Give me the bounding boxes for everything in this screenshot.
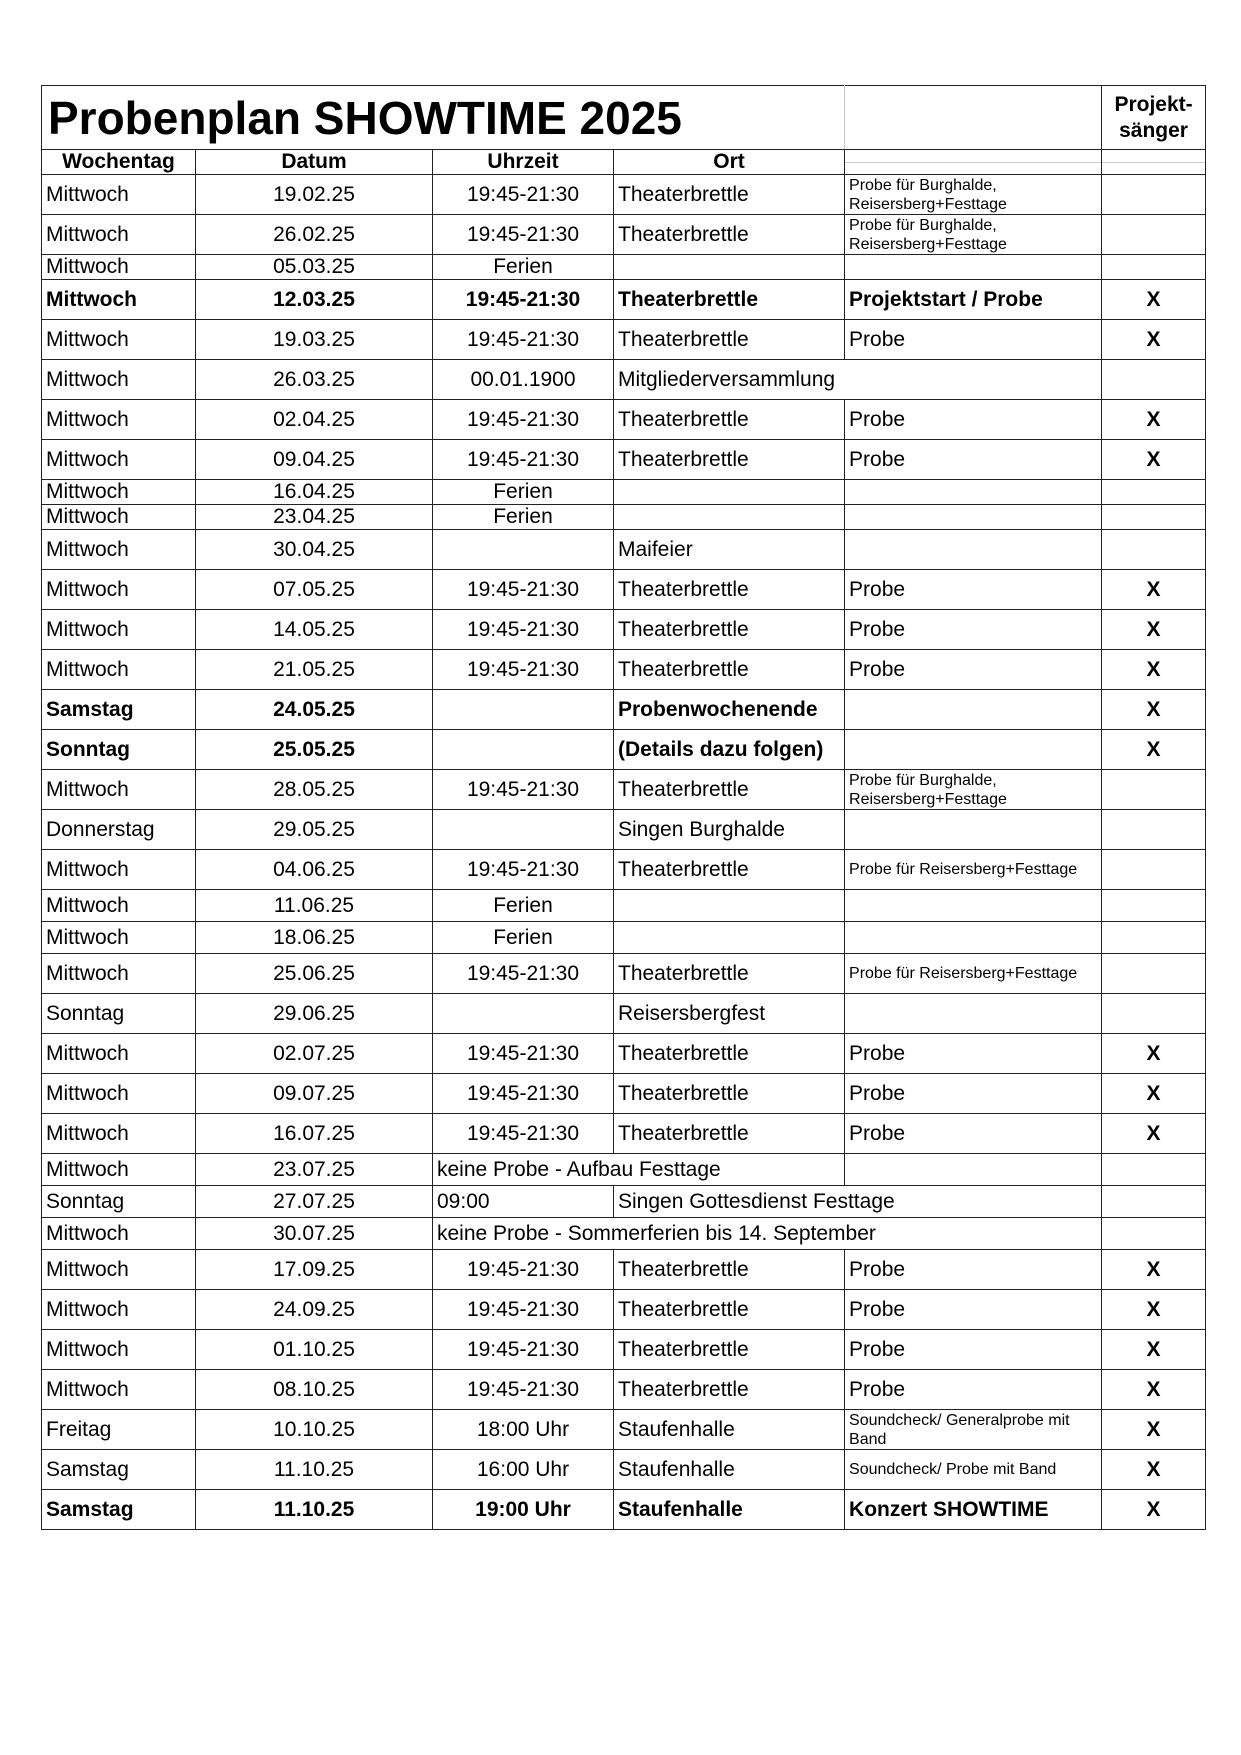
weekday-cell: Mittwoch: [42, 1290, 196, 1330]
date-cell: 08.10.25: [196, 1370, 433, 1410]
singer-cell: [1102, 1186, 1206, 1218]
date-cell: 05.03.25: [196, 255, 433, 280]
place-cell: Theaterbrettle: [614, 1034, 845, 1074]
weekday-cell: Mittwoch: [42, 570, 196, 610]
date-cell: 19.03.25: [196, 320, 433, 360]
place-cell: Theaterbrettle: [614, 770, 845, 810]
note-cell: [845, 994, 1102, 1034]
weekday-cell: Mittwoch: [42, 1370, 196, 1410]
singer-cell: [1102, 954, 1206, 994]
singer-cell: X: [1102, 1450, 1206, 1490]
time-cell: 19:45-21:30: [433, 610, 614, 650]
weekday-cell: Samstag: [42, 1450, 196, 1490]
place-cell: Reisersbergfest: [614, 994, 845, 1034]
note-cell: [845, 922, 1102, 954]
time-cell: 19:45-21:30: [433, 440, 614, 480]
weekday-cell: Mittwoch: [42, 400, 196, 440]
singer-cell: [1102, 850, 1206, 890]
table-row: [42, 850, 1206, 890]
weekday-cell: Mittwoch: [42, 770, 196, 810]
date-cell: 17.09.25: [196, 1250, 433, 1290]
date-cell: 09.07.25: [196, 1074, 433, 1114]
date-cell: 07.05.25: [196, 570, 433, 610]
rehearsal-schedule-table: [41, 85, 1206, 1530]
table-row: [42, 810, 1206, 850]
weekday-cell: Mittwoch: [42, 440, 196, 480]
weekday-cell: Mittwoch: [42, 1154, 196, 1186]
singer-cell: [1102, 810, 1206, 850]
note-cell: [845, 730, 1102, 770]
place-cell: [614, 890, 845, 922]
date-cell: 23.07.25: [196, 1154, 433, 1186]
column-header-weekday: Wochentag: [42, 150, 196, 175]
note-cell: Probe für Reisersberg+Festtage: [845, 954, 1102, 994]
weekday-cell: Mittwoch: [42, 1074, 196, 1114]
note-cell: Probe: [845, 320, 1102, 360]
time-cell: Ferien: [433, 480, 614, 505]
table-row: [42, 994, 1206, 1034]
table-row: [42, 1034, 1206, 1074]
singer-cell: X: [1102, 570, 1206, 610]
time-cell: [433, 530, 614, 570]
singer-cell: X: [1102, 320, 1206, 360]
table-row: [42, 1186, 1206, 1218]
time-cell: 19:45-21:30: [433, 570, 614, 610]
note-cell: [845, 810, 1102, 850]
place-cell: Staufenhalle: [614, 1490, 845, 1530]
singer-cell: [1102, 890, 1206, 922]
note-cell: [845, 255, 1102, 280]
table-row: [42, 1490, 1206, 1530]
date-cell: 26.03.25: [196, 360, 433, 400]
time-cell: 19:45-21:30: [433, 175, 614, 215]
column-header-time: Uhrzeit: [433, 150, 614, 175]
note-cell: Probe: [845, 650, 1102, 690]
weekday-cell: Mittwoch: [42, 890, 196, 922]
table-row: [42, 480, 1206, 505]
weekday-cell: Freitag: [42, 1410, 196, 1450]
weekday-cell: Samstag: [42, 1490, 196, 1530]
table-row: [42, 1218, 1206, 1250]
time-cell: 19:45-21:30: [433, 280, 614, 320]
weekday-cell: Mittwoch: [42, 954, 196, 994]
time-cell: 19:45-21:30: [433, 1034, 614, 1074]
note-cell: Probe: [845, 1074, 1102, 1114]
table-row: [42, 650, 1206, 690]
singer-cell: [1102, 770, 1206, 810]
singer-cell: X: [1102, 1290, 1206, 1330]
date-cell: 21.05.25: [196, 650, 433, 690]
place-cell: [614, 922, 845, 954]
table-row: [42, 1450, 1206, 1490]
time-cell: 18:00 Uhr: [433, 1410, 614, 1450]
singer-cell: X: [1102, 1490, 1206, 1530]
place-cell: Staufenhalle: [614, 1450, 845, 1490]
place-cell: Singen Gottesdienst Festtage: [614, 1186, 1102, 1218]
time-cell: 19:45-21:30: [433, 770, 614, 810]
time-cell: 19:45-21:30: [433, 320, 614, 360]
weekday-cell: Mittwoch: [42, 850, 196, 890]
singer-cell: X: [1102, 1250, 1206, 1290]
place-cell: Mitgliederversammlung: [614, 360, 1102, 400]
weekday-cell: Mittwoch: [42, 505, 196, 530]
place-cell: Theaterbrettle: [614, 1250, 845, 1290]
table-row: [42, 570, 1206, 610]
table-row: [42, 255, 1206, 280]
date-cell: 24.09.25: [196, 1290, 433, 1330]
singer-cell: [1102, 175, 1206, 215]
date-cell: 18.06.25: [196, 922, 433, 954]
date-cell: 11.10.25: [196, 1490, 433, 1530]
singer-cell: X: [1102, 1410, 1206, 1450]
table-row: [42, 1410, 1206, 1450]
table-row: [42, 1074, 1206, 1114]
note-cell: Probe: [845, 440, 1102, 480]
date-cell: 30.04.25: [196, 530, 433, 570]
table-row: [42, 610, 1206, 650]
place-cell: Theaterbrettle: [614, 175, 845, 215]
place-cell: Theaterbrettle: [614, 610, 845, 650]
note-cell: Probe für Burghalde, Reisersberg+Festtage: [845, 175, 1102, 215]
weekday-cell: Sonntag: [42, 730, 196, 770]
table-row: [42, 1114, 1206, 1154]
place-cell: Theaterbrettle: [614, 400, 845, 440]
place-cell: Probenwochenende: [614, 690, 845, 730]
date-cell: 04.06.25: [196, 850, 433, 890]
table-row: [42, 1330, 1206, 1370]
place-cell: Theaterbrettle: [614, 954, 845, 994]
singer-cell: X: [1102, 1114, 1206, 1154]
time-cell: 19:45-21:30: [433, 1074, 614, 1114]
singer-cell: X: [1102, 1074, 1206, 1114]
weekday-cell: Mittwoch: [42, 1218, 196, 1250]
time-cell: 19:45-21:30: [433, 1114, 614, 1154]
note-cell: [845, 890, 1102, 922]
note-cell: Soundcheck/ Probe mit Band: [845, 1450, 1102, 1490]
title-row: [42, 86, 1206, 150]
weekday-cell: Sonntag: [42, 1186, 196, 1218]
date-cell: 23.04.25: [196, 505, 433, 530]
date-cell: 01.10.25: [196, 1330, 433, 1370]
note-cell: Probe: [845, 400, 1102, 440]
time-cell: 19:45-21:30: [433, 1370, 614, 1410]
date-cell: 25.05.25: [196, 730, 433, 770]
table-row: [42, 320, 1206, 360]
place-cell: [614, 505, 845, 530]
table-row: [42, 690, 1206, 730]
date-cell: 29.05.25: [196, 810, 433, 850]
singer-cell: [1102, 505, 1206, 530]
note-cell: Probe für Reisersberg+Festtage: [845, 850, 1102, 890]
time-cell: Ferien: [433, 505, 614, 530]
table-row: [42, 1250, 1206, 1290]
weekday-cell: Sonntag: [42, 994, 196, 1034]
time-cell: 00.01.1900: [433, 360, 614, 400]
document-title: Probenplan SHOWTIME 2025: [42, 86, 845, 150]
table-row: [42, 175, 1206, 215]
weekday-cell: Mittwoch: [42, 1250, 196, 1290]
table-row: [42, 360, 1206, 400]
place-cell: Theaterbrettle: [614, 1114, 845, 1154]
date-cell: 10.10.25: [196, 1410, 433, 1450]
singer-cell: [1102, 480, 1206, 505]
date-cell: 30.07.25: [196, 1218, 433, 1250]
time-cell: 19:45-21:30: [433, 1250, 614, 1290]
singer-cell: X: [1102, 1330, 1206, 1370]
date-cell: 16.04.25: [196, 480, 433, 505]
table-row: [42, 505, 1206, 530]
place-cell: [614, 255, 845, 280]
singer-cell: X: [1102, 650, 1206, 690]
weekday-cell: Mittwoch: [42, 215, 196, 255]
time-cell: 16:00 Uhr: [433, 1450, 614, 1490]
schedule-body: [42, 175, 1206, 1530]
empty-cell: [845, 86, 1102, 150]
column-header-note: [845, 150, 1102, 175]
table-row: [42, 890, 1206, 922]
date-cell: 02.07.25: [196, 1034, 433, 1074]
column-header-singer: [1102, 150, 1206, 175]
singer-cell: [1102, 360, 1206, 400]
date-cell: 02.04.25: [196, 400, 433, 440]
date-cell: 28.05.25: [196, 770, 433, 810]
singer-cell: [1102, 255, 1206, 280]
weekday-cell: Mittwoch: [42, 1330, 196, 1370]
weekday-cell: Donnerstag: [42, 810, 196, 850]
place-cell: Theaterbrettle: [614, 850, 845, 890]
date-cell: 29.06.25: [196, 994, 433, 1034]
weekday-cell: Samstag: [42, 690, 196, 730]
time-cell: 19:45-21:30: [433, 1330, 614, 1370]
place-cell: Theaterbrettle: [614, 280, 845, 320]
time-cell: 09:00: [433, 1186, 614, 1218]
place-cell: Theaterbrettle: [614, 1370, 845, 1410]
note-cell: [845, 1154, 1102, 1186]
place-cell: Singen Burghalde: [614, 810, 845, 850]
table-row: [42, 400, 1206, 440]
weekday-cell: Mittwoch: [42, 1034, 196, 1074]
place-cell: Theaterbrettle: [614, 570, 845, 610]
time-cell: 19:00 Uhr: [433, 1490, 614, 1530]
time-cell: 19:45-21:30: [433, 400, 614, 440]
place-cell: Theaterbrettle: [614, 1074, 845, 1114]
date-cell: 27.07.25: [196, 1186, 433, 1218]
note-cell: Konzert SHOWTIME: [845, 1490, 1102, 1530]
date-cell: 24.05.25: [196, 690, 433, 730]
time-cell: keine Probe - Aufbau Festtage: [433, 1154, 845, 1186]
table-row: [42, 215, 1206, 255]
time-cell: [433, 810, 614, 850]
singer-cell: [1102, 215, 1206, 255]
place-cell: Theaterbrettle: [614, 1290, 845, 1330]
note-cell: Probe: [845, 1114, 1102, 1154]
time-cell: keine Probe - Sommerferien bis 14. September: [433, 1218, 1102, 1250]
place-cell: [614, 480, 845, 505]
project-singer-header: Projekt- sänger: [1102, 86, 1206, 150]
table-row: [42, 1290, 1206, 1330]
table-row: [42, 440, 1206, 480]
singer-cell: [1102, 922, 1206, 954]
column-header-row: [42, 150, 1206, 175]
place-cell: Theaterbrettle: [614, 1330, 845, 1370]
column-header-date: Datum: [196, 150, 433, 175]
note-cell: Probe: [845, 1034, 1102, 1074]
table-row: [42, 770, 1206, 810]
singer-cell: X: [1102, 690, 1206, 730]
weekday-cell: Mittwoch: [42, 175, 196, 215]
weekday-cell: Mittwoch: [42, 480, 196, 505]
table-row: [42, 922, 1206, 954]
note-cell: Probe: [845, 1250, 1102, 1290]
time-cell: 19:45-21:30: [433, 1290, 614, 1330]
note-cell: Projektstart / Probe: [845, 280, 1102, 320]
place-cell: Theaterbrettle: [614, 215, 845, 255]
time-cell: [433, 994, 614, 1034]
time-cell: [433, 690, 614, 730]
table-row: [42, 280, 1206, 320]
note-cell: [845, 480, 1102, 505]
time-cell: 19:45-21:30: [433, 954, 614, 994]
place-cell: Theaterbrettle: [614, 320, 845, 360]
note-cell: Probe: [845, 610, 1102, 650]
date-cell: 14.05.25: [196, 610, 433, 650]
singer-cell: X: [1102, 440, 1206, 480]
weekday-cell: Mittwoch: [42, 922, 196, 954]
date-cell: 11.10.25: [196, 1450, 433, 1490]
note-cell: Probe: [845, 570, 1102, 610]
note-cell: Probe: [845, 1330, 1102, 1370]
weekday-cell: Mittwoch: [42, 610, 196, 650]
place-cell: (Details dazu folgen): [614, 730, 845, 770]
date-cell: 19.02.25: [196, 175, 433, 215]
note-cell: [845, 505, 1102, 530]
note-cell: [845, 690, 1102, 730]
place-cell: Maifeier: [614, 530, 845, 570]
date-cell: 12.03.25: [196, 280, 433, 320]
weekday-cell: Mittwoch: [42, 280, 196, 320]
place-cell: Theaterbrettle: [614, 650, 845, 690]
singer-cell: [1102, 530, 1206, 570]
note-cell: Probe: [845, 1370, 1102, 1410]
date-cell: 09.04.25: [196, 440, 433, 480]
weekday-cell: Mittwoch: [42, 360, 196, 400]
singer-cell: X: [1102, 730, 1206, 770]
weekday-cell: Mittwoch: [42, 650, 196, 690]
time-cell: 19:45-21:30: [433, 850, 614, 890]
weekday-cell: Mittwoch: [42, 1114, 196, 1154]
singer-cell: X: [1102, 1034, 1206, 1074]
time-cell: 19:45-21:30: [433, 215, 614, 255]
table-row: [42, 954, 1206, 994]
singer-cell: X: [1102, 610, 1206, 650]
column-header-place: Ort: [614, 150, 845, 175]
weekday-cell: Mittwoch: [42, 255, 196, 280]
note-cell: Probe für Burghalde, Reisersberg+Festtage: [845, 215, 1102, 255]
table-row: [42, 1154, 1206, 1186]
date-cell: 26.02.25: [196, 215, 433, 255]
date-cell: 16.07.25: [196, 1114, 433, 1154]
note-cell: [845, 530, 1102, 570]
place-cell: Theaterbrettle: [614, 440, 845, 480]
singer-cell: [1102, 1218, 1206, 1250]
note-cell: Probe für Burghalde, Reisersberg+Festtage: [845, 770, 1102, 810]
date-cell: 25.06.25: [196, 954, 433, 994]
singer-cell: X: [1102, 400, 1206, 440]
table-row: [42, 530, 1206, 570]
time-cell: Ferien: [433, 922, 614, 954]
time-cell: 19:45-21:30: [433, 650, 614, 690]
table-row: [42, 1370, 1206, 1410]
singer-cell: [1102, 1154, 1206, 1186]
weekday-cell: Mittwoch: [42, 530, 196, 570]
weekday-cell: Mittwoch: [42, 320, 196, 360]
note-cell: Soundcheck/ Generalprobe mit Band: [845, 1410, 1102, 1450]
note-cell: Probe: [845, 1290, 1102, 1330]
place-cell: Staufenhalle: [614, 1410, 845, 1450]
table-row: [42, 730, 1206, 770]
time-cell: [433, 730, 614, 770]
singer-cell: X: [1102, 1370, 1206, 1410]
singer-cell: X: [1102, 280, 1206, 320]
time-cell: Ferien: [433, 890, 614, 922]
singer-cell: [1102, 994, 1206, 1034]
date-cell: 11.06.25: [196, 890, 433, 922]
time-cell: Ferien: [433, 255, 614, 280]
